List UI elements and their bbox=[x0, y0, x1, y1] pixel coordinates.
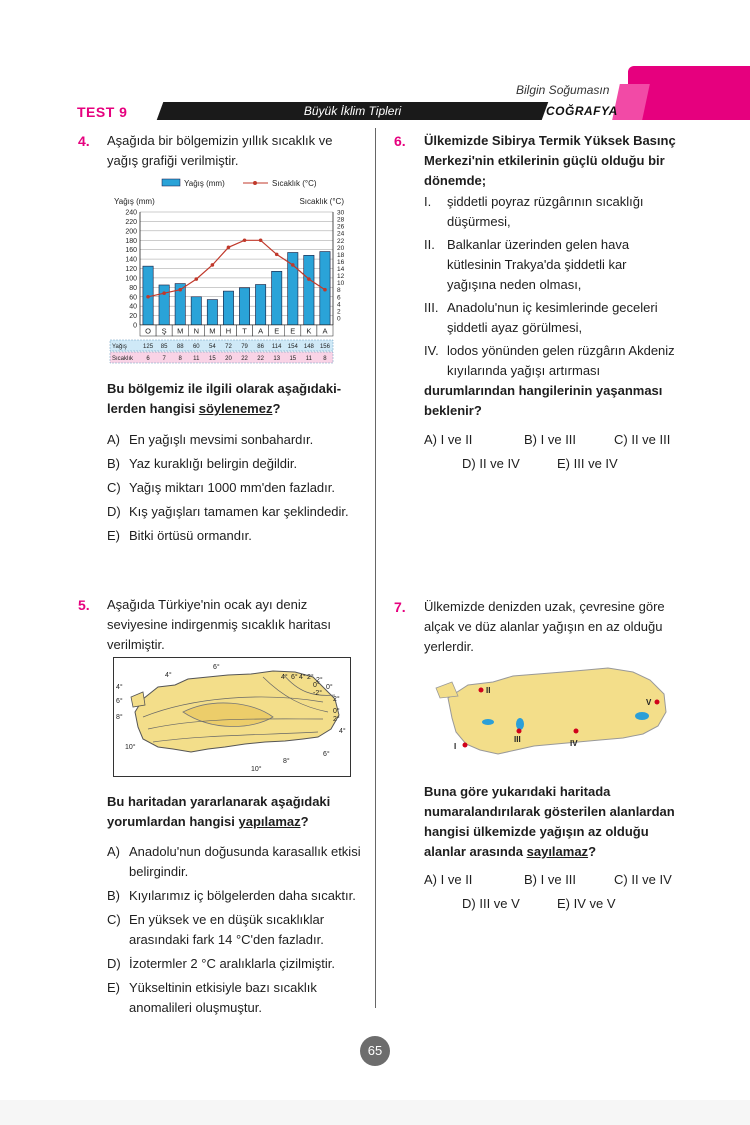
y2-tick-label: 6 bbox=[337, 294, 341, 302]
q7-options bbox=[424, 870, 684, 915]
data-table-value: 15 bbox=[289, 356, 297, 362]
answer-option[interactable] bbox=[424, 870, 472, 890]
y2-tick-label: 14 bbox=[337, 266, 345, 273]
map-marker-label: II bbox=[486, 686, 491, 695]
data-table-value: 148 bbox=[303, 344, 314, 350]
answer-option-key: B) bbox=[107, 456, 120, 471]
q5-number: 5. bbox=[78, 597, 90, 613]
statement-text: şiddetli poyraz rüzgârının sıcaklığı düşürmesi, bbox=[447, 194, 644, 229]
data-table-value: 7 bbox=[162, 356, 166, 362]
answer-option-key: C) bbox=[614, 432, 628, 447]
q4-question: Bu bölgemiz ile ilgili olarak aşağıdaki-lerden hangisi söylenemez? bbox=[107, 381, 342, 416]
lake-van-icon bbox=[635, 712, 649, 720]
chart-y-axis-label: Yağış (mm) bbox=[114, 197, 155, 206]
lake-icon bbox=[482, 719, 494, 725]
data-table-value: 79 bbox=[241, 344, 248, 350]
data-table-value: 114 bbox=[271, 344, 282, 350]
thrace-outline bbox=[436, 682, 458, 698]
legend-label: Sıcaklık (°C) bbox=[272, 179, 317, 188]
statement-item bbox=[424, 235, 679, 295]
data-table-value: 11 bbox=[305, 356, 312, 362]
x-tick-label: A bbox=[258, 326, 264, 336]
lake-icon bbox=[516, 718, 524, 730]
temperature-point bbox=[259, 238, 263, 242]
data-table-value: 11 bbox=[193, 356, 200, 362]
answer-option-key: D) bbox=[107, 956, 121, 971]
temperature-point bbox=[194, 277, 198, 281]
answer-option[interactable] bbox=[462, 454, 520, 474]
precipitation-bar bbox=[304, 255, 314, 325]
answer-option-key: B) bbox=[107, 888, 120, 903]
answer-option-key: E) bbox=[107, 980, 120, 995]
temperature-point bbox=[291, 263, 295, 267]
answer-option-key: A) bbox=[424, 432, 437, 447]
y2-tick-label: 0 bbox=[337, 315, 341, 323]
q4-intro: Aşağıda bir bölgemizin yıllık sıcaklık ve yağış grafiği verilmiştir. bbox=[107, 133, 333, 168]
answer-option[interactable] bbox=[524, 870, 576, 890]
answer-option-text: II ve IV bbox=[631, 872, 672, 887]
answer-option[interactable] bbox=[614, 870, 672, 890]
answer-option-key: B) bbox=[524, 432, 537, 447]
q6-number: 6. bbox=[394, 133, 406, 149]
x-tick-label: M bbox=[209, 326, 216, 336]
y-tick-label: 180 bbox=[125, 237, 137, 245]
q4-question-negation: söylenemez bbox=[198, 401, 273, 416]
answer-option-key: B) bbox=[524, 872, 537, 887]
statement-text: lodos yönünden gelen rüzgârın Akdeniz kıyılarında yağışı artırması bbox=[447, 343, 675, 378]
q5-question-negation: yapılamaz bbox=[238, 814, 301, 829]
q7-number: 7. bbox=[394, 599, 406, 615]
answer-option[interactable] bbox=[614, 430, 670, 450]
answer-option-key: D) bbox=[462, 456, 476, 471]
x-tick-label: K bbox=[306, 326, 312, 336]
y-tick-label: 200 bbox=[125, 228, 137, 236]
statement-key: III. bbox=[424, 300, 439, 315]
y2-tick-label: 8 bbox=[337, 287, 341, 295]
answer-option[interactable] bbox=[107, 910, 362, 950]
y2-tick-label: 10 bbox=[337, 280, 345, 288]
answer-option-text: Kış yağışları tamamen kar şeklindedir. bbox=[129, 504, 349, 519]
temperature-point bbox=[323, 288, 327, 292]
y2-tick-label: 22 bbox=[337, 237, 345, 245]
x-tick-label: E bbox=[274, 326, 280, 336]
map-label: 2° bbox=[316, 677, 323, 684]
map-label: 6° bbox=[291, 674, 298, 681]
chart-y2-axis-label: Sıcaklık (°C) bbox=[299, 197, 344, 206]
map-marker-label: I bbox=[454, 742, 457, 751]
data-table-value: 125 bbox=[143, 344, 154, 350]
map-label: 6° bbox=[323, 751, 330, 758]
answer-option-key: C) bbox=[107, 480, 121, 495]
answer-option[interactable] bbox=[107, 886, 362, 906]
answer-option[interactable] bbox=[462, 894, 520, 914]
temperature-point bbox=[275, 253, 279, 257]
q6-question: durumlarından hangilerinin yaşanması beklenir? bbox=[424, 383, 663, 418]
statement-item bbox=[424, 341, 679, 381]
answer-option-text: En yüksek ve en düşük sıcaklıklar arasındaki fark 14 °C'den fazladır. bbox=[129, 912, 325, 947]
statement-key: IV. bbox=[424, 343, 439, 358]
data-table-row-label: Yağış bbox=[112, 344, 127, 350]
y2-tick-label: 16 bbox=[337, 258, 345, 266]
answer-option-text: Yaz kuraklığı belirgin değildir. bbox=[129, 456, 298, 471]
data-table-value: 8 bbox=[323, 356, 327, 362]
map-marker-icon bbox=[655, 700, 660, 705]
map-marker-label: V bbox=[646, 698, 652, 707]
data-table-value: 72 bbox=[225, 344, 232, 350]
y2-tick-label: 4 bbox=[337, 301, 341, 309]
map-marker-icon bbox=[463, 743, 468, 748]
q6-options bbox=[424, 430, 684, 475]
data-table-value: 85 bbox=[160, 344, 168, 350]
y2-tick-label: 20 bbox=[337, 244, 345, 252]
map-marker-icon bbox=[479, 688, 484, 693]
map-label: 0° bbox=[333, 708, 340, 715]
statement-key: I. bbox=[424, 194, 432, 209]
answer-option-text: I ve II bbox=[440, 872, 473, 887]
x-tick-label: O bbox=[145, 326, 151, 336]
precipitation-bar bbox=[239, 288, 249, 325]
data-table-value: 156 bbox=[319, 344, 330, 350]
answer-option[interactable] bbox=[107, 478, 367, 498]
data-table-value: 22 bbox=[257, 356, 264, 362]
q6-intro: Ülkemizde Sibirya Termik Yüksek Basınç Merkezi'nin etkilerinin güçlü olduğu bir dönemde; bbox=[424, 133, 676, 188]
precipitation-bar bbox=[272, 271, 282, 325]
answer-option-text: Bitki örtüsü ormandır. bbox=[129, 528, 252, 543]
answer-option-text: I ve II bbox=[440, 432, 473, 447]
q5-options bbox=[107, 842, 362, 1022]
data-table-value: 54 bbox=[209, 344, 216, 350]
y-tick-label: 140 bbox=[125, 256, 137, 264]
map-label: 0° bbox=[326, 684, 333, 691]
x-tick-label: T bbox=[242, 326, 247, 336]
answer-option[interactable] bbox=[107, 978, 362, 1018]
y2-tick-label: 18 bbox=[337, 251, 345, 259]
answer-option-text: III ve V bbox=[479, 896, 520, 911]
map-label: 6° bbox=[116, 698, 123, 705]
answer-option-key: E) bbox=[107, 528, 120, 543]
q4-options bbox=[107, 430, 367, 550]
answer-option[interactable] bbox=[557, 894, 616, 914]
y-tick-label: 40 bbox=[129, 303, 137, 311]
footer-band bbox=[0, 1100, 750, 1125]
test-label: TEST 9 bbox=[77, 104, 128, 120]
brand-subject: COĞRAFYA bbox=[546, 104, 618, 118]
q7-turkey-map bbox=[428, 660, 678, 765]
y2-tick-label: 28 bbox=[337, 216, 345, 224]
answer-option-text: II ve III bbox=[631, 432, 671, 447]
answer-option[interactable] bbox=[107, 842, 362, 882]
statement-key: II. bbox=[424, 237, 435, 252]
q5-intro: Aşağıda Türkiye'nin ocak ayı deniz seviyesine indirgenmiş sıcaklık haritası verilmiştir. bbox=[107, 597, 331, 652]
y-tick-label: 220 bbox=[125, 218, 137, 226]
map-label: 4° bbox=[299, 674, 306, 681]
answer-option[interactable] bbox=[107, 526, 367, 546]
page-number: 65 bbox=[360, 1036, 390, 1066]
answer-option-text: I ve III bbox=[540, 872, 577, 887]
map-marker-icon bbox=[517, 729, 522, 734]
statement-text: Anadolu'nun iç kesimlerinde geceleri şiddetli ayaz görülmesi, bbox=[447, 300, 658, 335]
answer-option[interactable] bbox=[557, 454, 618, 474]
statement-item bbox=[424, 192, 679, 232]
q7-question-negation: sayılamaz bbox=[526, 844, 589, 859]
answer-option-key: C) bbox=[107, 912, 121, 927]
statement-item bbox=[424, 298, 679, 338]
y-tick-label: 240 bbox=[125, 209, 137, 217]
temperature-point bbox=[243, 238, 247, 242]
map-marker-label: III bbox=[514, 735, 521, 744]
answer-option-text: En yağışlı mevsimi sonbahardır. bbox=[129, 432, 314, 447]
y2-tick-label: 2 bbox=[337, 308, 341, 316]
turkey-outline bbox=[448, 668, 666, 754]
answer-option-text: Yükseltinin etkisiyle bazı sıcaklık anomalileri oluşmuştur. bbox=[129, 980, 317, 1015]
map-label: 2° bbox=[333, 696, 340, 703]
q5-temperature-map bbox=[113, 657, 351, 777]
column-divider bbox=[375, 128, 376, 1008]
answer-option-text: Anadolu'nun doğusunda karasallık etkisi belirgindir. bbox=[129, 844, 361, 879]
temperature-point bbox=[162, 291, 166, 295]
statement-text: Balkanlar üzerinden gelen hava kütlesinin Trakya'da şiddetli kar yağışına neden olması, bbox=[447, 237, 630, 292]
q7-question: Buna göre yukarıdaki haritada numaralandırılarak gösterilen alanlardan hangisi ülkemizde yağışın az olduğu alanlar arasında sayılamaz? bbox=[424, 784, 675, 859]
answer-option-text: III ve IV bbox=[573, 456, 618, 471]
y-tick-label: 0 bbox=[133, 322, 137, 330]
answer-option-key: A) bbox=[107, 432, 120, 447]
data-table-value: 6 bbox=[146, 356, 150, 362]
data-table-row bbox=[110, 352, 333, 363]
answer-option-key: E) bbox=[557, 456, 570, 471]
data-table-value: 154 bbox=[287, 344, 298, 350]
y2-tick-label: 30 bbox=[337, 209, 345, 217]
legend-label: Yağış (mm) bbox=[184, 179, 225, 188]
q4-climate-chart bbox=[108, 175, 346, 370]
temperature-point bbox=[146, 295, 150, 299]
map-label: 4° bbox=[281, 674, 288, 681]
y-tick-label: 120 bbox=[125, 266, 137, 273]
map-label: 6° bbox=[213, 664, 220, 671]
answer-option-text: İzotermler 2 °C aralıklarla çizilmiştir. bbox=[129, 956, 336, 971]
map-label: 8° bbox=[116, 714, 123, 721]
precipitation-bar bbox=[223, 291, 233, 325]
answer-option[interactable] bbox=[107, 954, 362, 974]
map-label: 4° bbox=[339, 728, 346, 735]
x-tick-label: E bbox=[290, 326, 296, 336]
y2-tick-label: 24 bbox=[337, 230, 345, 238]
precipitation-bar bbox=[255, 285, 265, 325]
map-label: 0° bbox=[313, 682, 320, 689]
map-label: 4° bbox=[165, 672, 172, 679]
map-label: 2° bbox=[333, 716, 340, 723]
x-tick-label: Ş bbox=[161, 326, 167, 336]
y2-tick-label: 12 bbox=[337, 273, 345, 281]
data-table-value: 22 bbox=[241, 356, 248, 362]
y-tick-label: 20 bbox=[129, 313, 137, 321]
y-tick-label: 100 bbox=[125, 275, 137, 283]
answer-option-key: D) bbox=[462, 896, 476, 911]
q6-items bbox=[424, 192, 679, 384]
legend-bar-swatch bbox=[162, 179, 180, 186]
y-tick-label: 60 bbox=[129, 294, 137, 302]
header-title: Büyük İklim Tipleri bbox=[303, 104, 402, 118]
data-table-row-label: Sıcaklık bbox=[112, 356, 134, 362]
temperature-point bbox=[307, 277, 311, 281]
answer-option-key: A) bbox=[107, 844, 120, 859]
answer-option-text: Kıyılarımız iç bölgelerden daha sıcaktır. bbox=[129, 888, 356, 903]
data-table-value: 20 bbox=[225, 356, 232, 362]
map-marker-label: IV bbox=[570, 739, 578, 748]
answer-option-text: IV ve V bbox=[573, 896, 616, 911]
q5-question: Bu haritadan yararlanarak aşağıdaki yorumlardan hangisi yapılamaz? bbox=[107, 794, 331, 829]
map-label: -2° bbox=[313, 690, 323, 697]
map-marker-icon bbox=[574, 729, 579, 734]
y-tick-label: 160 bbox=[125, 247, 137, 255]
data-table-value: 13 bbox=[273, 356, 281, 362]
x-tick-label: A bbox=[322, 326, 328, 336]
temperature-point bbox=[227, 246, 231, 250]
answer-option[interactable] bbox=[424, 430, 472, 450]
data-table-value: 15 bbox=[209, 356, 216, 362]
answer-option[interactable] bbox=[107, 502, 367, 522]
data-table-value: 86 bbox=[257, 344, 264, 350]
precipitation-bar bbox=[191, 297, 201, 325]
answer-option[interactable] bbox=[107, 430, 367, 450]
x-tick-label: M bbox=[177, 326, 184, 336]
answer-option-key: E) bbox=[557, 896, 570, 911]
precipitation-bar bbox=[207, 300, 217, 325]
legend-line-marker bbox=[253, 181, 257, 185]
x-tick-label: H bbox=[225, 326, 232, 336]
q4-number: 4. bbox=[78, 133, 90, 149]
answer-option[interactable] bbox=[107, 454, 367, 474]
data-table-value: 8 bbox=[178, 356, 182, 362]
map-label: 10° bbox=[251, 766, 262, 773]
brand-series-name: Bilgin Soğumasın bbox=[516, 83, 610, 97]
map-label: 8° bbox=[283, 758, 290, 765]
answer-option-text: I ve III bbox=[540, 432, 577, 447]
map-label: 2° bbox=[307, 674, 314, 681]
answer-option-key: D) bbox=[107, 504, 121, 519]
map-label: 4° bbox=[116, 684, 123, 691]
y-tick-label: 80 bbox=[129, 284, 137, 292]
answer-option-key: C) bbox=[614, 872, 628, 887]
y2-tick-label: 26 bbox=[337, 223, 345, 231]
temperature-point bbox=[178, 288, 182, 292]
temperature-point bbox=[211, 263, 215, 267]
data-table-value: 60 bbox=[192, 344, 200, 350]
answer-option-text: II ve IV bbox=[479, 456, 520, 471]
answer-option[interactable] bbox=[524, 430, 576, 450]
answer-option-text: Yağış miktarı 1000 mm'den fazladır. bbox=[129, 480, 336, 495]
answer-option-key: A) bbox=[424, 872, 437, 887]
x-tick-label: N bbox=[193, 326, 200, 336]
precipitation-bar bbox=[159, 285, 169, 325]
map-label: 10° bbox=[125, 744, 136, 751]
data-table-value: 88 bbox=[176, 344, 184, 350]
q7-intro: Ülkemizde denizden uzak, çevresine göre alçak ve düz alanlar yağışın en az olduğu yerlerdir. bbox=[424, 599, 665, 654]
